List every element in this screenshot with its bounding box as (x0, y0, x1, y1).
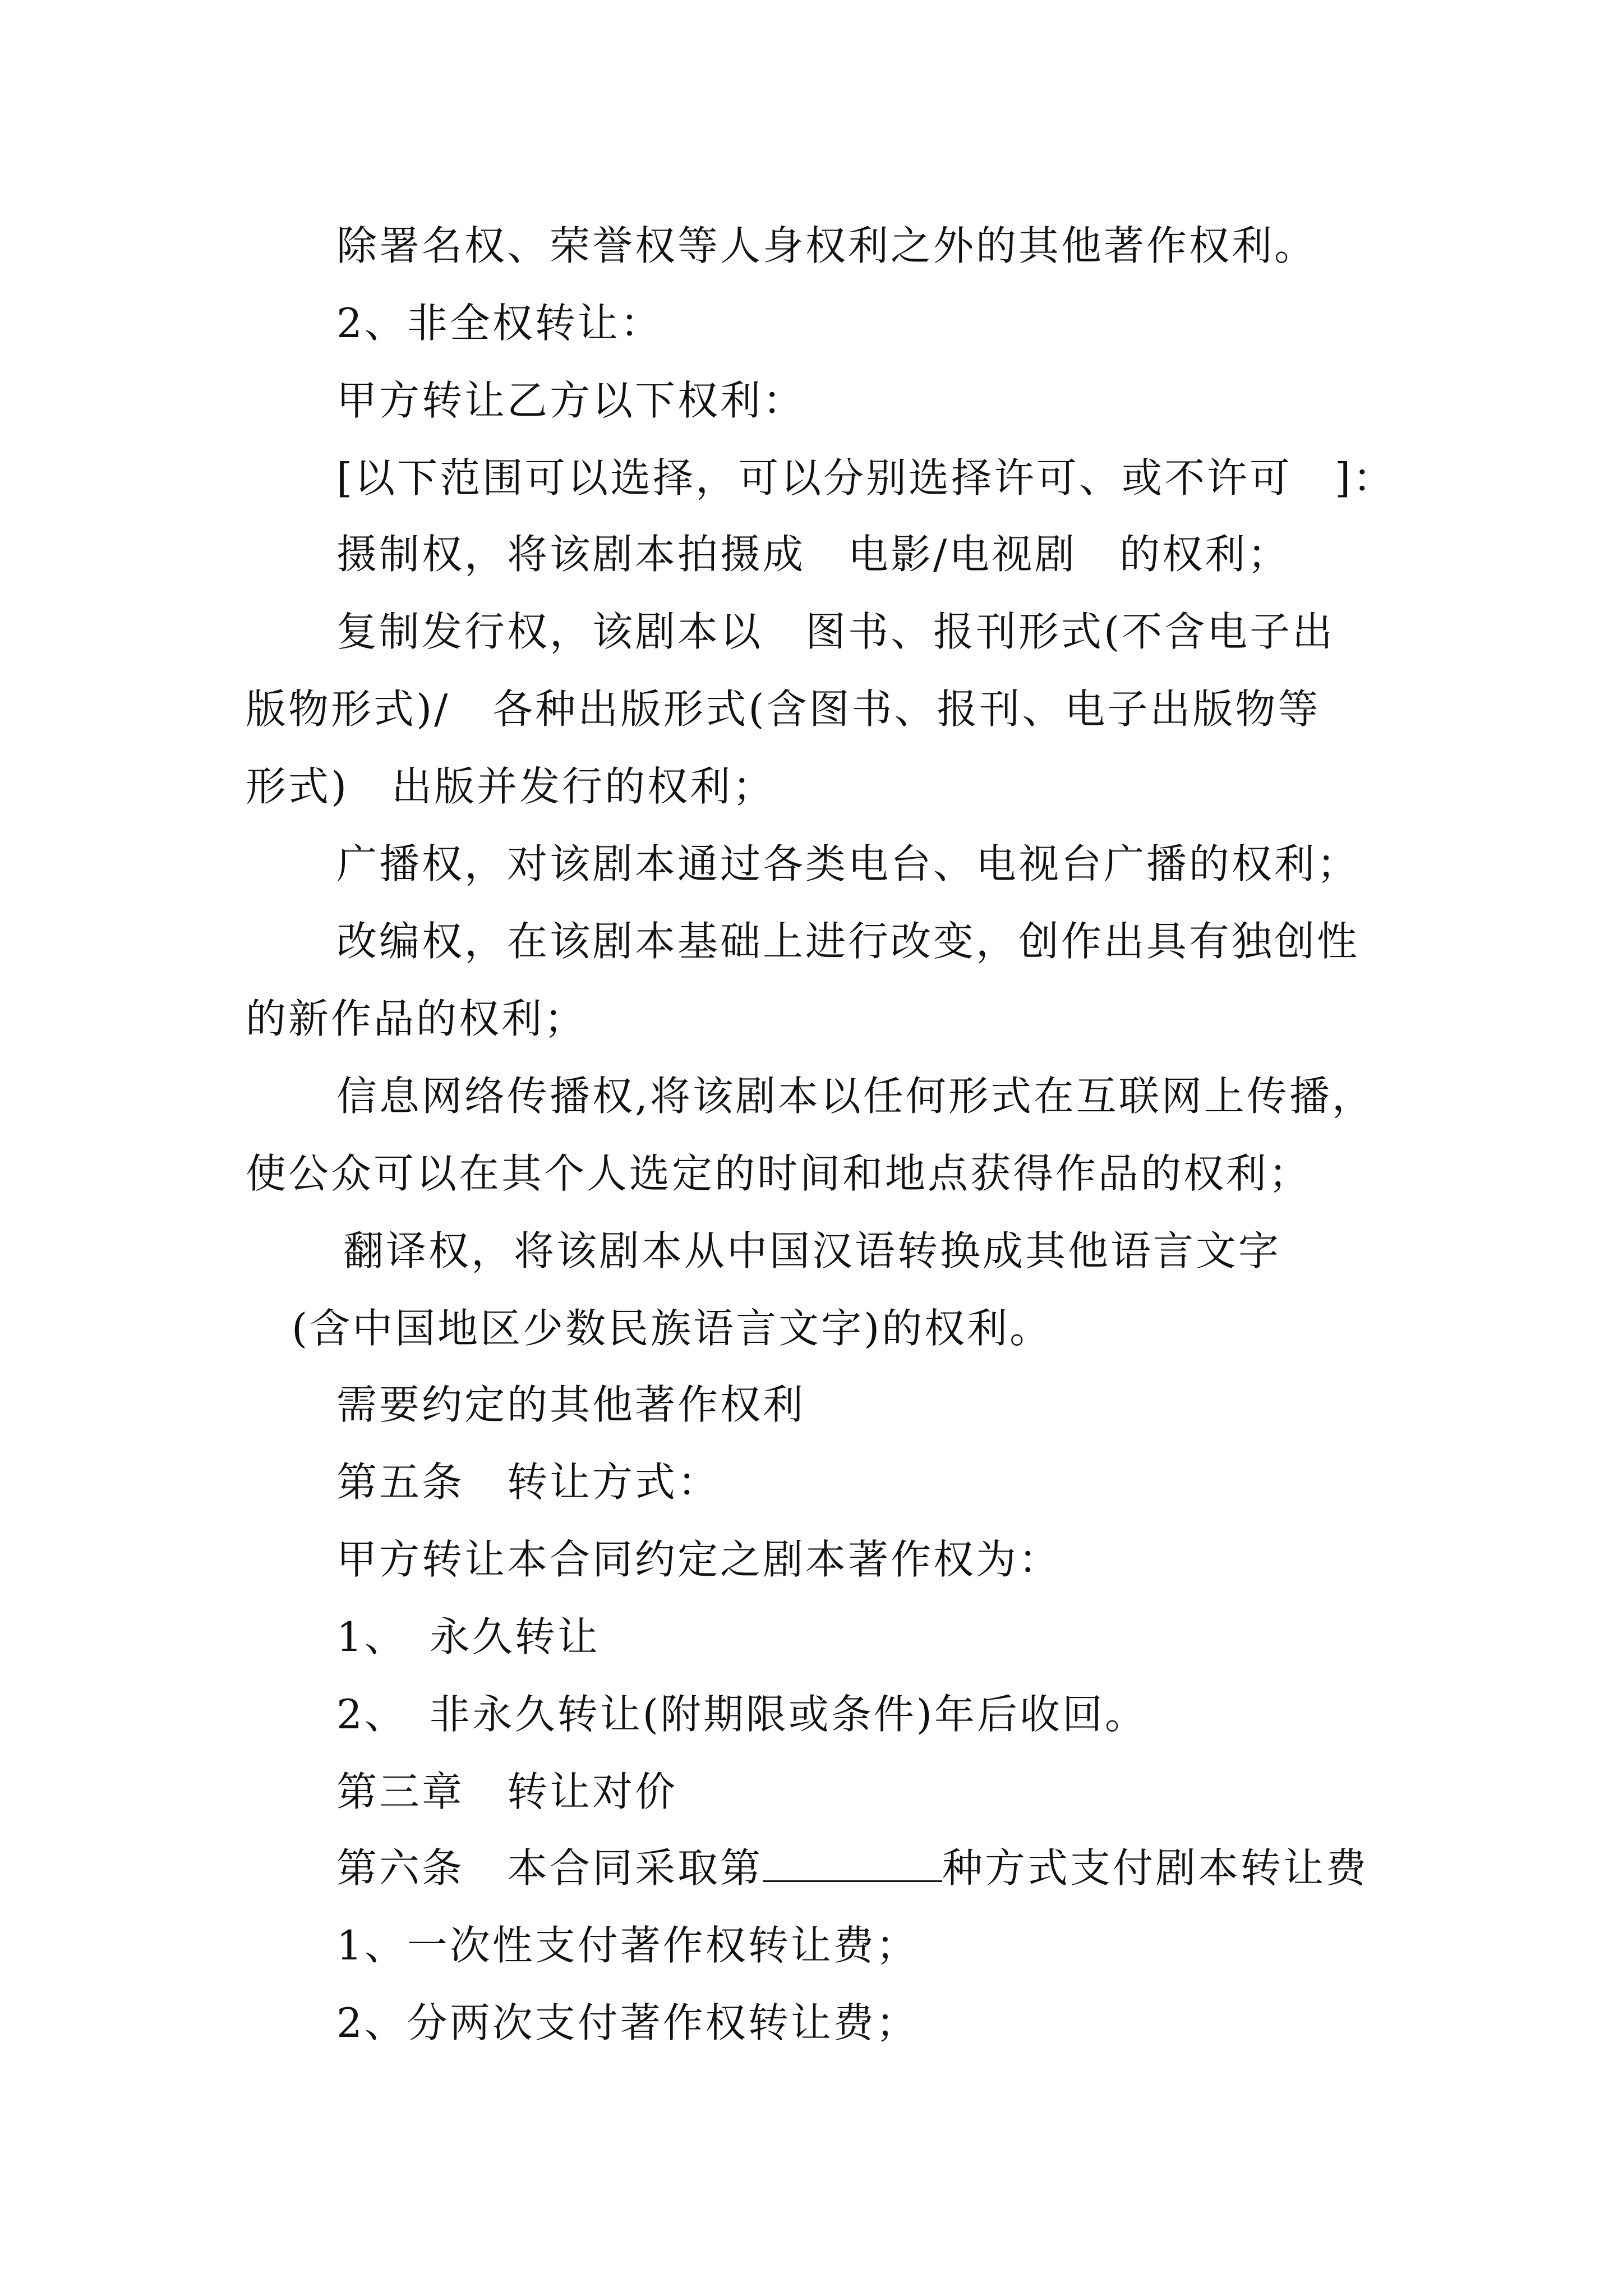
paragraph-line: 摄制权，将该剧本拍摄成 电影/电视剧 的权利； (336, 531, 1290, 578)
paragraph-line: 复制发行权，该剧本以 图书、报刊形式(不含电子出 (336, 608, 1335, 655)
list-item: 1、一次性支付著作权转让费； (336, 1922, 919, 1969)
paragraph-line: 甲方转让乙方以下权利： (336, 377, 806, 424)
paragraph-line: 翻译权，将该剧本从中国汉语转换成其他语言文字 (343, 1227, 1281, 1274)
paragraph-line: 形式) 出版并发行的权利； (246, 763, 776, 810)
fill-in-blank[interactable] (763, 1841, 942, 1882)
article-six-text: 第六条 本合同采取第 (336, 1844, 763, 1892)
paragraph-line: 改编权，在该剧本基础上进行改变，创作出具有独创性 (336, 918, 1360, 965)
paragraph-line: 甲方转让本合同约定之剧本著作权为： (336, 1536, 1062, 1583)
article-six-line (336, 1841, 1368, 1895)
paragraph-line: (含中国地区少数民族语言文字)的权利。 (292, 1305, 1053, 1352)
paragraph-line: 使公众可以在其个人选定的时间和地点获得作品的权利； (246, 1150, 1312, 1197)
paragraph-line: 的新作品的权利； (246, 995, 587, 1042)
chapter-heading: 第三章 转让对价 (336, 1768, 678, 1815)
paragraph-line: 需要约定的其他著作权利 (336, 1381, 806, 1428)
article-six-text-end: 种方式支付剧本转让费 (942, 1844, 1369, 1892)
list-item: 1、 永久转让 (336, 1613, 600, 1660)
paragraph-line: 广播权，对该剧本通过各类电台、电视台广播的权利； (336, 840, 1360, 887)
paragraph-line: 信息网络传播权,将该剧本以任何形式在互联网上传播， (336, 1073, 1375, 1120)
paragraph-line: [以下范围可以选择，可以分别选择许可、或不许可 ]： (336, 454, 1396, 501)
paragraph-line: 版物形式)/ 各种出版形式(含图书、报刊、电子出版物等 (246, 685, 1321, 733)
list-item: 2、分两次支付著作权转让费； (336, 1999, 919, 2046)
paragraph-line: 2、非全权转让： (336, 300, 663, 347)
article-heading: 第五条 转让方式： (336, 1458, 721, 1506)
paragraph-line: 除署名权、荣誉权等人身权利之外的其他著作权利。 (336, 222, 1317, 269)
list-item: 2、 非永久转让(附期限或条件)年后收回。 (336, 1691, 1147, 1738)
